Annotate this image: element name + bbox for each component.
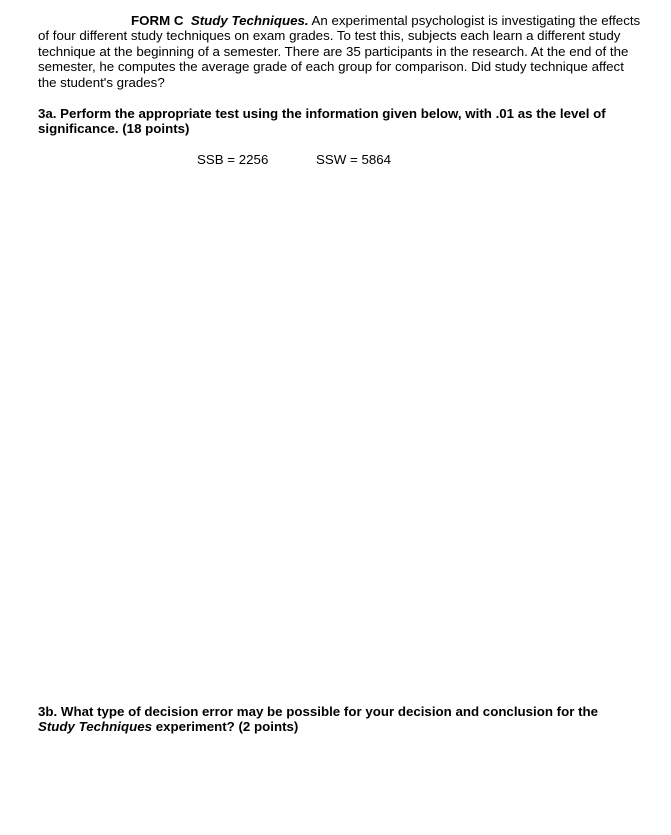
question-3b-italic-title: Study Techniques bbox=[38, 719, 153, 735]
question-3b-text-after: experiment? (2 points) bbox=[152, 719, 299, 735]
topic-title: Study Techniques. bbox=[190, 13, 309, 28]
given-values bbox=[0, 152, 671, 168]
ssw-value: SSW = 5864 bbox=[316, 152, 392, 167]
question-3b bbox=[38, 704, 638, 735]
question-3a: 3a. Perform the appropriate test using the information given below, with .01 as the level of significance. (18 points) bbox=[38, 106, 606, 137]
problem-intro bbox=[38, 13, 643, 90]
ssb-value: SSB = 2256 bbox=[197, 152, 269, 167]
intro-body: An experimental psychologist is investigating the effects of four different study techniques on exam grades. To test this, subjects each learn a different study technique at the beginning of a semester. There are 35 participants in the research. At the end of the semester, he computes the average grade of each group for comparison. Did study technique affect the student's grades? bbox=[38, 13, 641, 90]
form-label: FORM C bbox=[131, 13, 184, 28]
question-3b-text-before: 3b. What type of decision error may be possible for your decision and conclusion for the bbox=[38, 704, 599, 719]
